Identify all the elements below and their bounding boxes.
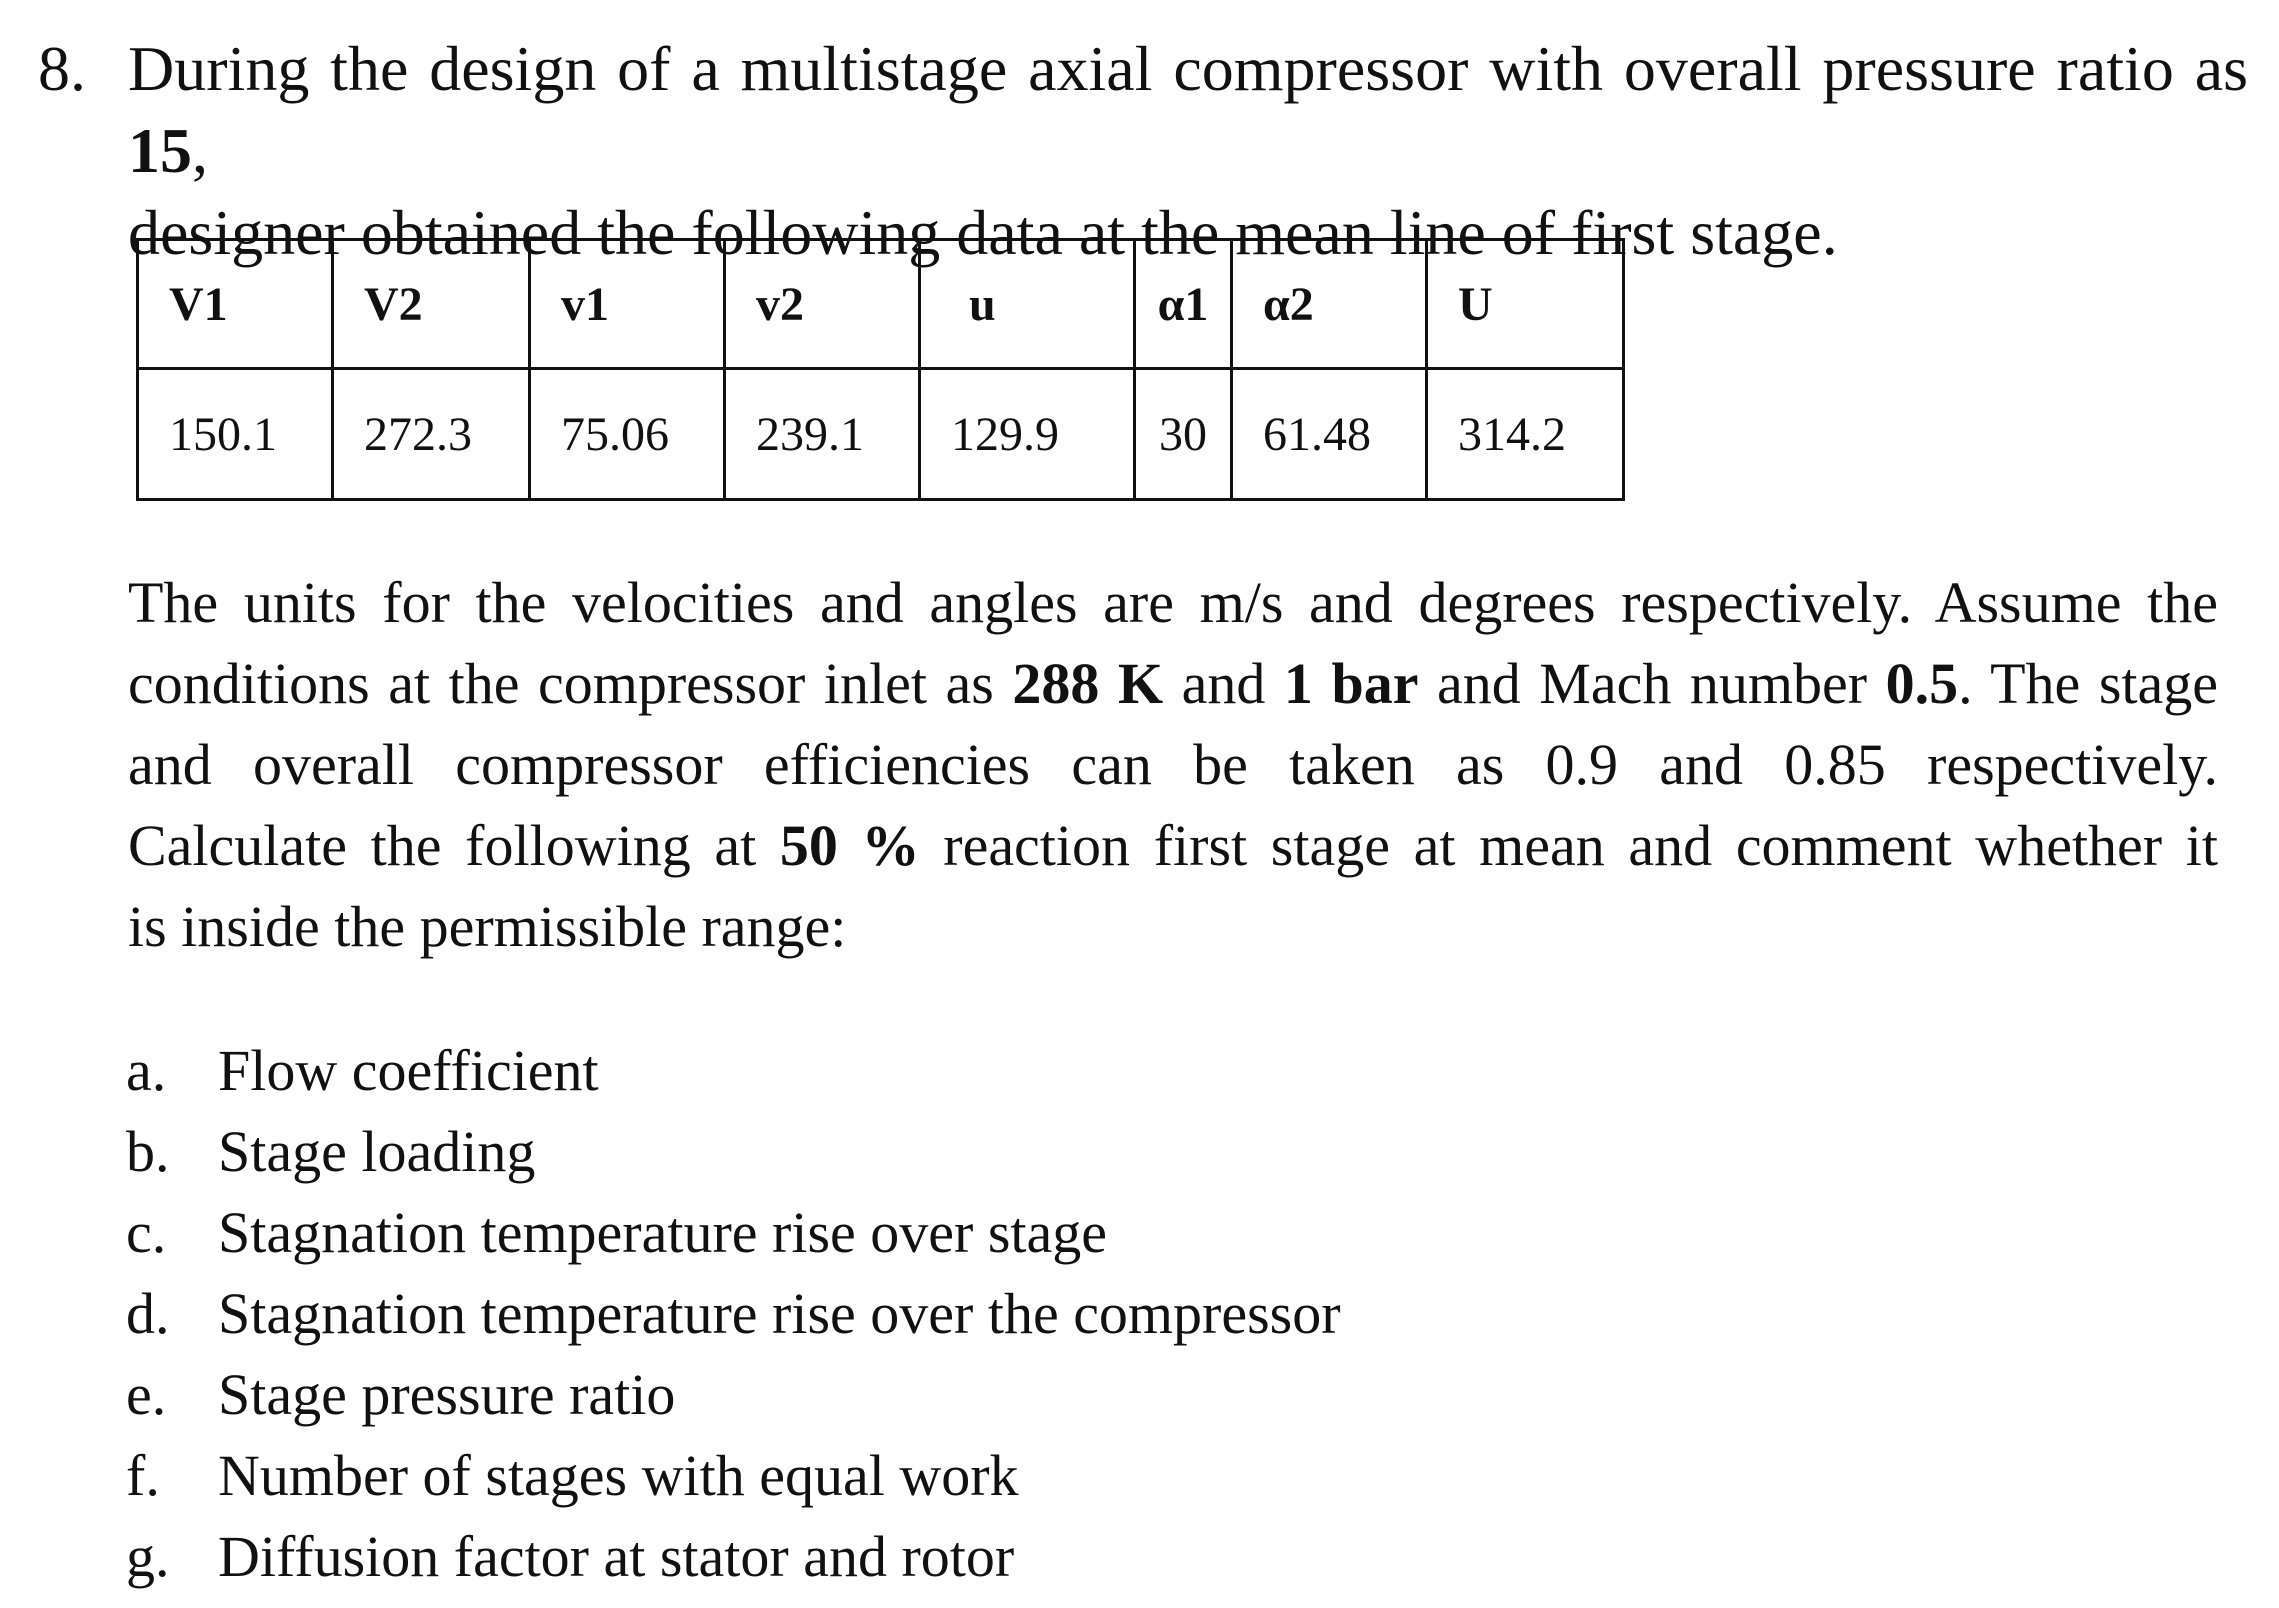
list-item-text: Stage pressure ratio xyxy=(218,1362,676,1427)
table-header: v2 xyxy=(725,240,920,369)
list-item-text: Stage loading xyxy=(218,1119,536,1184)
mach-number-value: 0.5 xyxy=(1885,651,1959,716)
list-item-text: Number of stages with equal work xyxy=(218,1443,1019,1508)
list-item-label: e. xyxy=(126,1362,167,1427)
velocity-data-table xyxy=(136,238,1625,501)
inlet-temperature-value: 288 K xyxy=(1012,651,1164,716)
table-header-row xyxy=(138,240,1624,369)
list-item-text: Stagnation temperature rise over stage xyxy=(218,1200,1108,1265)
list-item-text: Diffusion factor at stator and rotor xyxy=(218,1524,1015,1589)
list-item-label: c. xyxy=(126,1200,167,1265)
list-item-label: a. xyxy=(126,1038,167,1103)
assumption-line: and overall compressor efficiencies can be taken as 0.9 and 0.85 respectively. xyxy=(128,732,2218,797)
table-cell: 30 xyxy=(1135,369,1232,500)
table-cell: 272.3 xyxy=(333,369,530,500)
table-cell: 239.1 xyxy=(725,369,920,500)
table-header: V2 xyxy=(333,240,530,369)
list-item-label: g. xyxy=(126,1524,170,1589)
list-item-text: Stagnation temperature rise over the compressor xyxy=(218,1281,1341,1346)
list-item-label: d. xyxy=(126,1281,170,1346)
table-cell: 75.06 xyxy=(530,369,725,500)
table-cell: 61.48 xyxy=(1232,369,1427,500)
assumption-line: conditions at the compressor inlet as 288 K and 1 bar and Mach number 0.5. The stage xyxy=(128,651,2219,716)
intro-punctuation: , xyxy=(192,115,208,186)
table-header: U xyxy=(1427,240,1624,369)
assumption-line: is inside the permissible range: xyxy=(128,894,847,959)
table-header: V1 xyxy=(138,240,333,369)
question-number: 8. xyxy=(38,33,86,104)
intro-line-2: designer obtained the following data at the mean line of first stage. xyxy=(128,197,1838,268)
overall-pressure-ratio-value: 15 xyxy=(128,115,192,186)
assumption-line: Calculate the following at 50 % reaction first stage at mean and comment whether it xyxy=(128,813,2219,878)
list-item-label: f. xyxy=(126,1443,160,1508)
reaction-value: 50 % xyxy=(779,813,920,878)
intro-line-1 xyxy=(128,28,2248,192)
table-row xyxy=(138,369,1624,500)
table-cell: 314.2 xyxy=(1427,369,1624,500)
table-header: α1 xyxy=(1135,240,1232,369)
list-item-text: Flow coefficient xyxy=(218,1038,599,1103)
table-header: α2 xyxy=(1232,240,1427,369)
table-header: u xyxy=(920,240,1135,369)
intro-text: During the design of a multistage axial compressor with overall pressure ratio as xyxy=(128,33,2248,104)
assumption-line: The units for the velocities and angles are m/s and degrees respectively. Assume the xyxy=(128,570,2218,635)
table-cell: 129.9 xyxy=(920,369,1135,500)
list-item-label: b. xyxy=(126,1119,170,1184)
assumptions-paragraph xyxy=(128,562,2218,967)
inlet-pressure-value: 1 bar xyxy=(1283,651,1419,716)
table-header: v1 xyxy=(530,240,725,369)
table-cell: 150.1 xyxy=(138,369,333,500)
